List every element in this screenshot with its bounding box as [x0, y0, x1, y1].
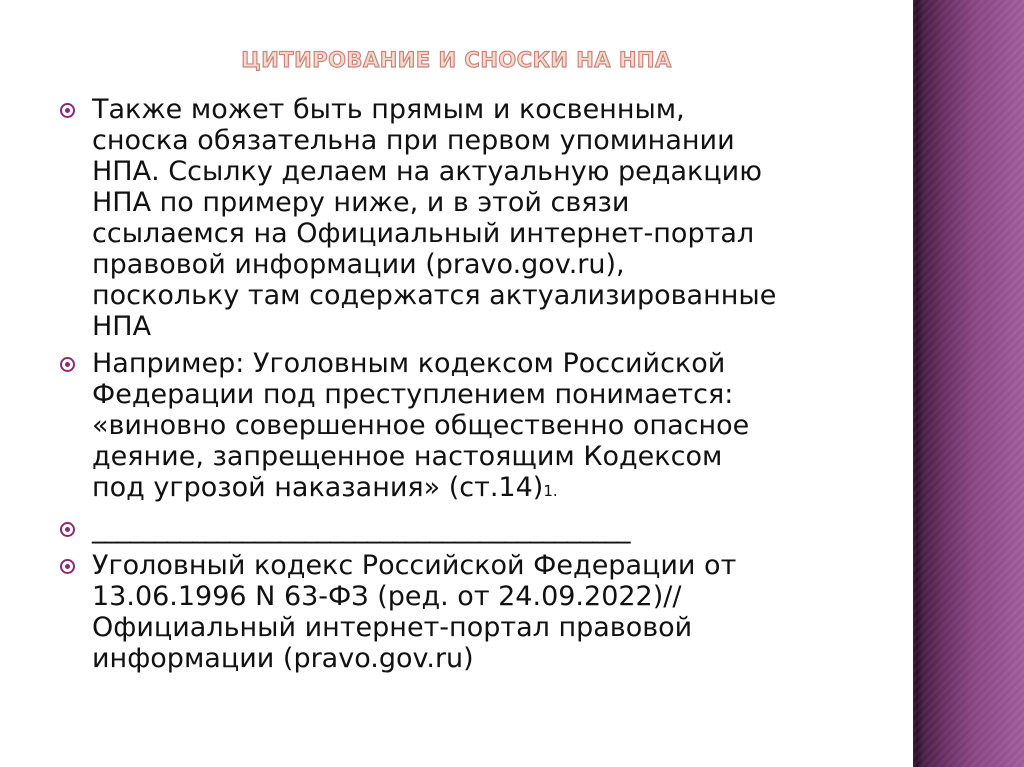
- text-line: НПА. Ссылку делаем на актуальную редакцию: [92, 156, 762, 187]
- text-line: Например: Уголовным кодексом Российской: [92, 348, 726, 379]
- text-line: информации (pravo.gov.ru): [92, 643, 474, 674]
- bullet-circle-icon: [60, 103, 75, 118]
- bullet-circle-icon: [60, 522, 75, 537]
- text-line: НПА: [92, 311, 152, 342]
- text-line-with-footnote: [92, 472, 860, 507]
- text-line: Официальный интернет-портал правовой: [92, 612, 693, 643]
- text-fragment: под угрозой наказания» (ст.14): [92, 472, 544, 503]
- text-line: 13.06.1996 N 63-ФЗ (ред. от 24.09.2022)//: [92, 581, 682, 612]
- decorative-side-panel: [913, 0, 1024, 767]
- text-line: НПА по примеру ниже, и в этой связи: [92, 187, 630, 218]
- text-line: Федерации под преступлением понимается:: [92, 379, 734, 410]
- bullet-circle-icon: [60, 559, 75, 574]
- text-line: ссылаемся на Официальный интернет-портал: [92, 218, 755, 249]
- side-panel-texture: [913, 0, 1024, 767]
- bullet-item-4: [60, 550, 860, 674]
- footnote-separator: ___________________________________________: [92, 513, 630, 544]
- text-line: правовой информации (pravo.gov.ru),: [92, 249, 625, 280]
- text-line: Уголовный кодекс Российской Федерации от: [92, 550, 737, 581]
- slide-title: ЦИТИРОВАНИЕ И СНОСКИ НА НПА: [241, 48, 672, 72]
- bullet-circle-icon: [60, 357, 75, 372]
- bullet-item-2: [60, 348, 860, 507]
- footnote-marker: 1.: [543, 482, 558, 500]
- bullet-list: [60, 94, 860, 680]
- text-line: деяние, запрещенное настоящим Кодексом: [92, 441, 723, 472]
- text-line: сноска обязательна при первом упоминании: [92, 125, 735, 156]
- text-line: «виновно совершенное общественно опасное: [92, 410, 750, 441]
- bullet-item-3: [60, 513, 860, 544]
- text-line: Также может быть прямым и косвенным,: [92, 94, 685, 125]
- text-line: поскольку там содержатся актуализированные: [92, 280, 777, 311]
- bullet-item-1: [60, 94, 860, 342]
